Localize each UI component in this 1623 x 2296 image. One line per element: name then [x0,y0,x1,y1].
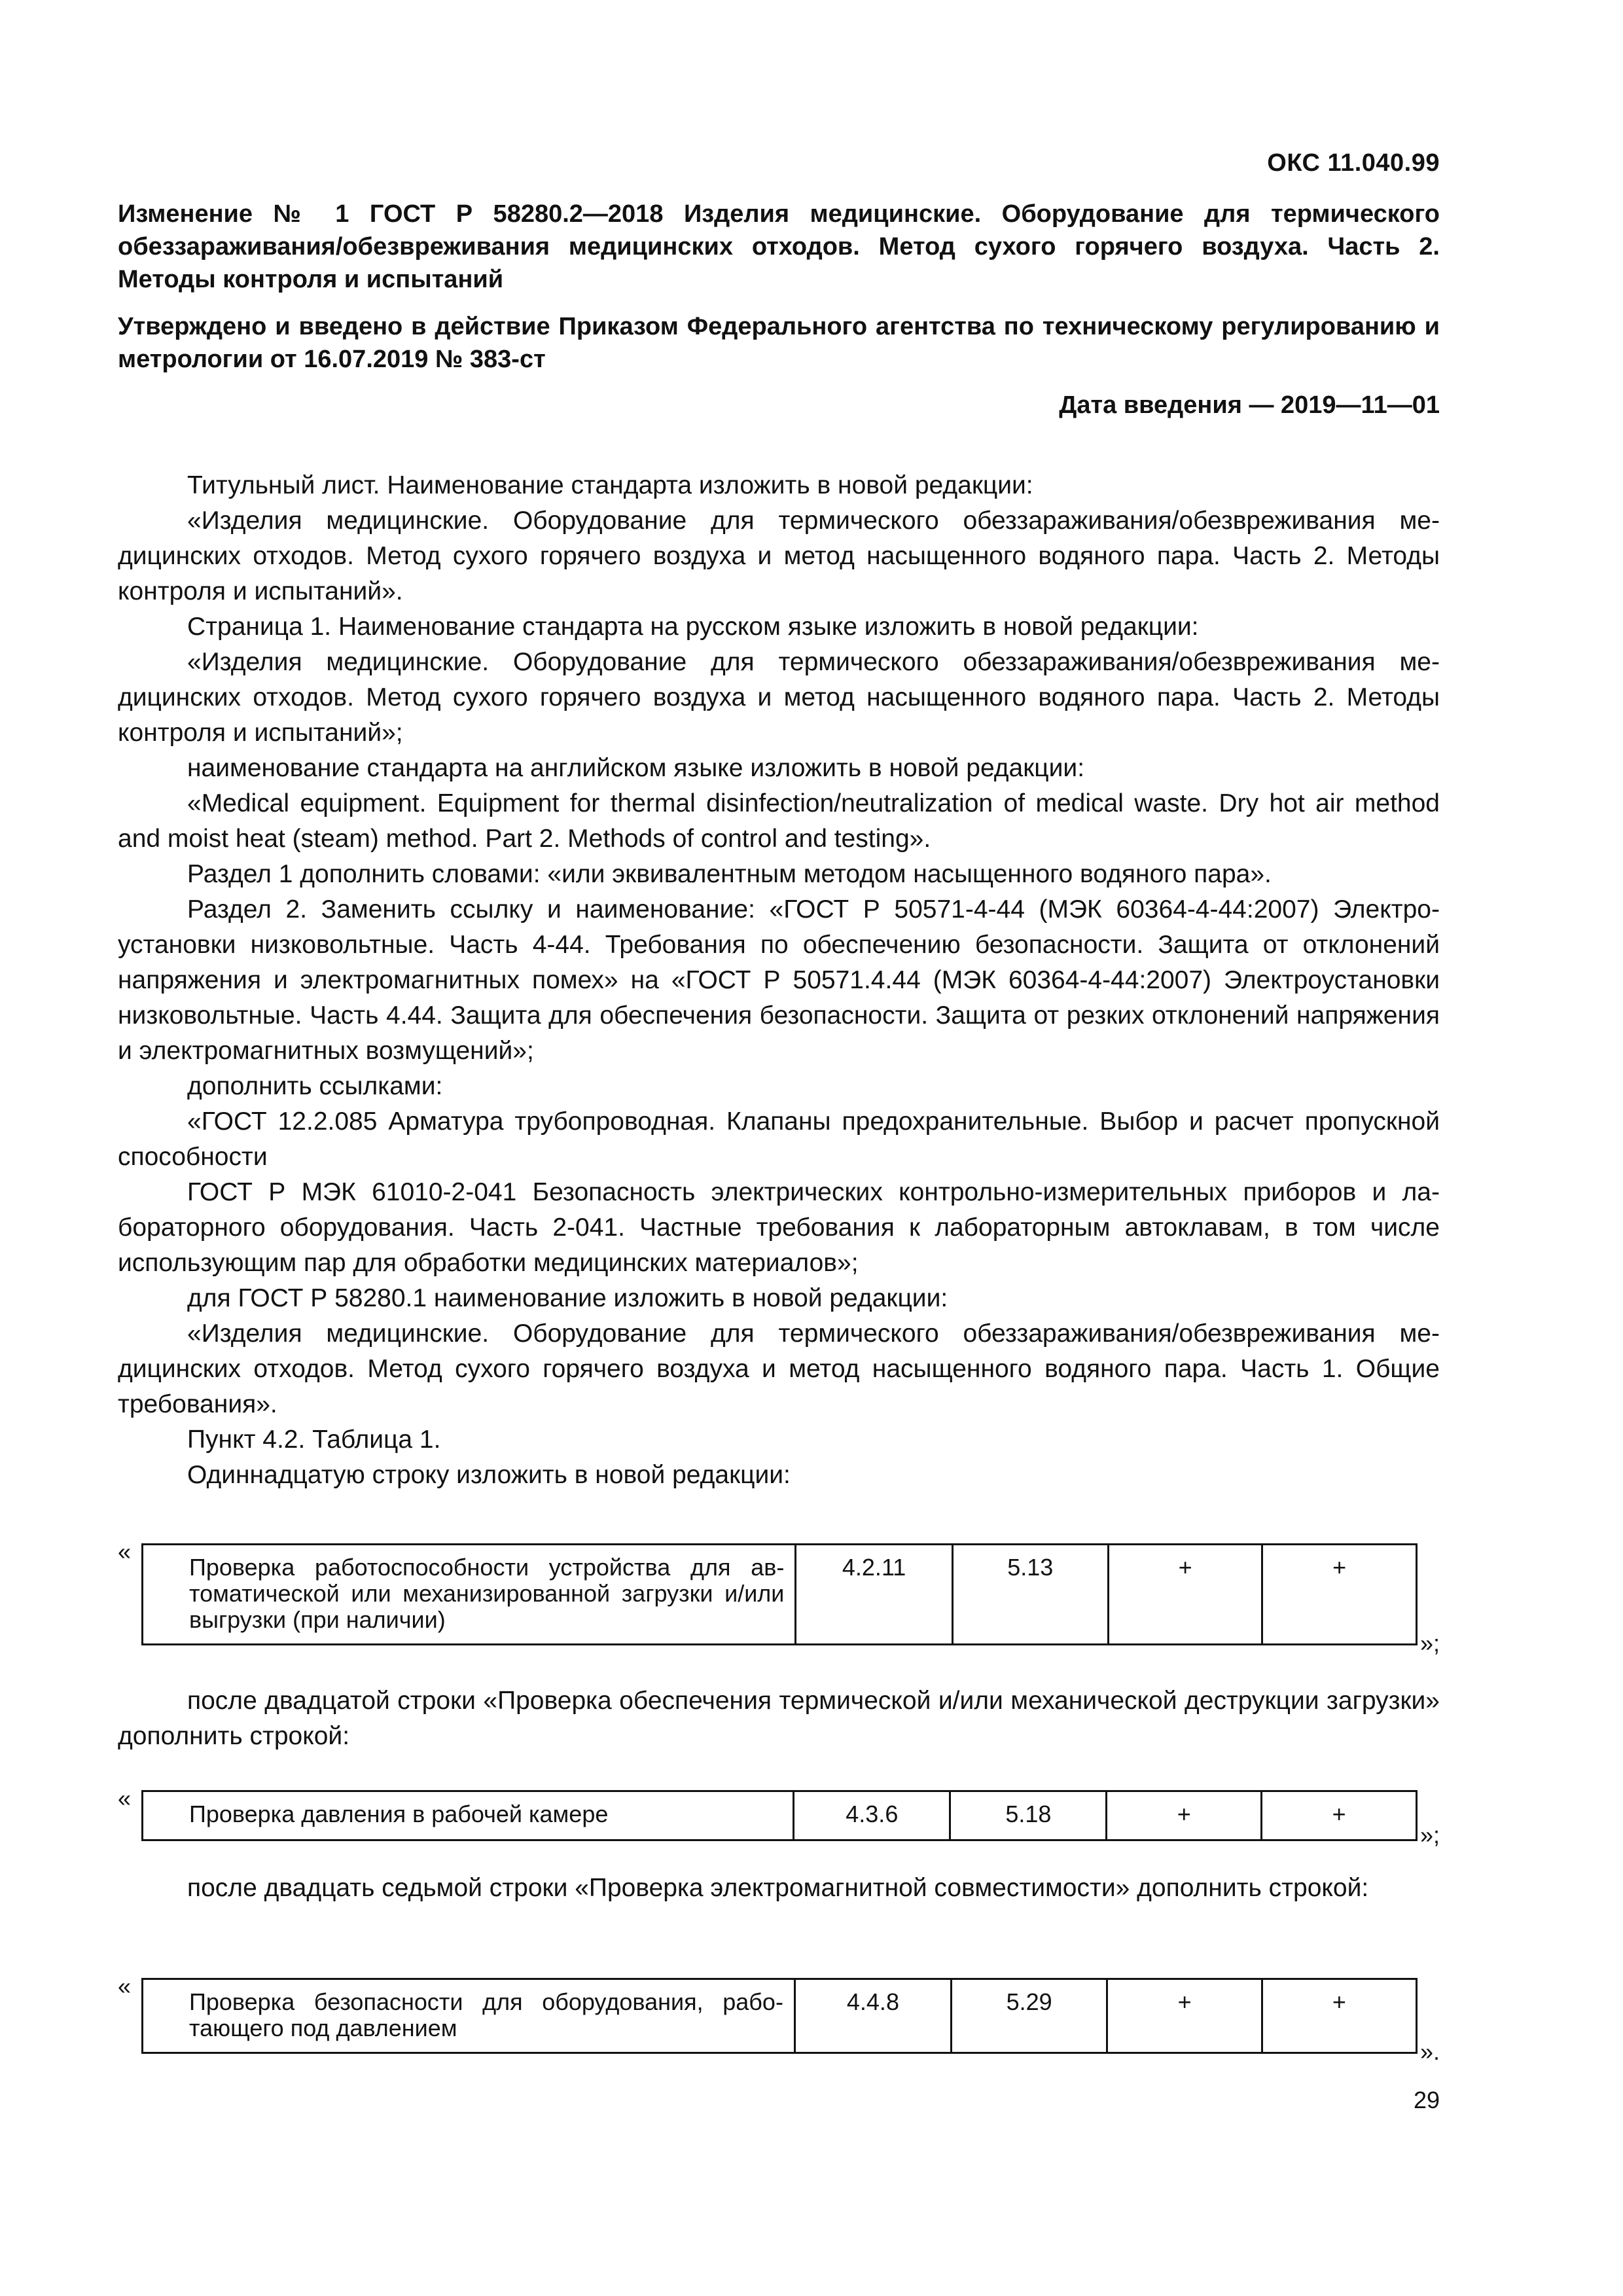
mark-cell: + [1262,1791,1417,1840]
closing-quote: ». [1420,2038,1440,2065]
method-cell: 5.29 [951,1979,1107,2053]
instruction-block-1 [118,1683,1440,1754]
approval-statement: Утверждено и введено в действие Приказом Федерального агентства по техническому регулированию и метрологии от 16.07.2019 № 383-ст [118,313,1440,373]
mark-cell: + [1262,1979,1416,2053]
method-cell: 5.13 [952,1545,1108,1645]
table-row-block-3 [118,1973,1440,2070]
opening-quote: « [118,1785,132,1812]
paragraph: «Medical equipment. Equipment for thermal disinfection/neutralization of medical waste. Dry hot air method and moist heat (steam) method. Part 2. Methods of control and testing». [118,789,1440,853]
paragraph: «Изделия медицинские. Оборудование для термического обеззараживания/обезвреживания медицинских отходов. Метод сухого горячего воздуха и метод насыщенного водяного пара. Часть 2. Методы контроля и испытаний»; [118,648,1440,747]
paragraph: «ГОСТ 12.2.085 Арматура трубопроводная. Клапаны предохранительные. Выбор и расчет пропускной способности [118,1107,1440,1171]
page-number: 29 [1413,2087,1440,2113]
table-row [143,1979,1417,2053]
mark-cell: + [1262,1545,1417,1645]
instruction-block-2 [118,1871,1440,1906]
closing-quote: »; [1420,1821,1440,1848]
paragraph: после двадцатой строки «Проверка обеспечения термической и/или механической деструкции загрузки» дополнить строкой: [118,1687,1440,1750]
check-name-cell: Проверка давления в рабочей камере [143,1791,794,1840]
closing-quote: »; [1420,1630,1440,1657]
requirement-cell: 4.3.6 [794,1791,950,1840]
mark-cell: + [1107,1979,1262,2053]
table-2-row [141,1790,1418,1841]
opening-quote: « [118,1973,132,2000]
paragraph: «Изделия медицинские. Оборудование для термического обеззараживания/обезвреживания медицинских отходов. Метод сухого горячего воздуха и метод насыщенного водяного пара. Часть 2. Методы контроля и испытаний». [118,507,1440,605]
table-row-block-2 [118,1785,1440,1856]
paragraph: Титульный лист. Наименование стандарта изложить в новой редакции: [187,471,1033,499]
method-cell: 5.18 [950,1791,1107,1840]
table-row-block-1 [118,1538,1440,1661]
check-name-cell: Проверка работоспособности устройства для автоматической или механизированной загрузки и/или выгрузки (при наличии) [143,1545,796,1645]
table-1-row [141,1543,1418,1645]
paragraph: Страница 1. Наименование стандарта на русском языке изложить в новой редакции: [187,613,1199,641]
paragraph: Пункт 4.2. Таблица 1. [187,1426,441,1454]
check-name-cell: Проверка безопасности для оборудования, работающего под давлением [143,1979,795,2053]
opening-quote: « [118,1538,132,1565]
paragraph: дополнить ссылками: [187,1072,443,1100]
table-3-row [141,1978,1418,2054]
paragraph: Раздел 2. Заменить ссылку и наименование: «ГОСТ Р 50571-4-44 (МЭК 60364-4-44:2007) Электроустановки низковольтные. Часть 4-44. Требования по обеспечению безопасности. Защита от отклонений напряжения и электромагнитных помех» на «ГОСТ Р 50571.4.44 (МЭК 60364-4-44:2007) Электроустановки низковольтные. Часть 4.44. Защита для обеспечения безопасности. Защита от резких отклонений напряжения и электромагнитных возмущений»; [118,895,1440,1065]
change-title: Изменение № 1 ГОСТ Р 58280.2—2018 Изделия медицинские. Оборудование для термического обеззараживания/обезвреживания медицинских отходов. Метод сухого горячего воздуха. Часть 2. Методы контроля и испытаний [118,200,1440,293]
mark-cell: + [1107,1791,1262,1840]
change-body [118,468,1440,1493]
paragraph: «Изделия медицинские. Оборудование для термического обеззараживания/обезвреживания медицинских отходов. Метод сухого горячего воздуха и метод насыщенного водяного пара. Часть 1. Общие требования». [118,1319,1440,1418]
document-header [118,198,1440,376]
mark-cell: + [1108,1545,1262,1645]
introduction-date: Дата введения — 2019—11—01 [1059,391,1440,419]
table-row [143,1791,1417,1840]
paragraph: Раздел 1 дополнить словами: «или эквивалентным методом насыщенного водяного пара». [187,860,1272,888]
paragraph: для ГОСТ Р 58280.1 наименование изложить в новой редакции: [187,1284,948,1312]
table-row [143,1545,1417,1645]
paragraph: наименование стандарта на английском языке изложить в новой редакции: [187,754,1085,782]
classification-code: ОКС 11.040.99 [1267,149,1440,177]
paragraph: после двадцать седьмой строки «Проверка электромагнитной совместимости» дополнить строкой: [187,1874,1369,1902]
requirement-cell: 4.2.11 [796,1545,952,1645]
paragraph: Одиннадцатую строку изложить в новой редакции: [187,1461,791,1489]
paragraph: ГОСТ Р МЭК 61010-2-041 Безопасность электрических контрольно-измерительных приборов и лабораторного оборудования. Часть 2-041. Частные требования к лабораторным автоклавам, в том числе использующим пар для обработки медицинских материалов»; [118,1178,1440,1277]
requirement-cell: 4.4.8 [794,1979,951,2053]
